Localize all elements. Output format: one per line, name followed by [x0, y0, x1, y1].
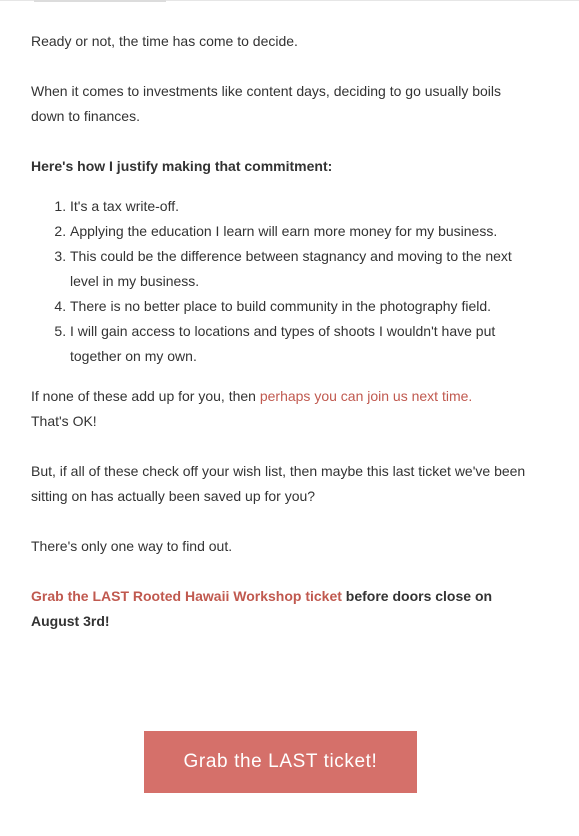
- wishlist-paragraph: But, if all of these check off your wish list, then maybe this last ticket we've been sitting on has actually been saved up for you?: [31, 463, 526, 504]
- justify-heading: Here's how I justify making that commitment:: [31, 158, 333, 174]
- reasons-list: [31, 194, 536, 369]
- deadline-text: before doors close on August 3rd!: [31, 588, 493, 629]
- list-item: 2. Applying the education I learn will earn more money for my business.: [70, 219, 536, 244]
- email-body: [31, 29, 536, 659]
- find-out-paragraph: There's only one way to find out.: [31, 538, 233, 554]
- next-time-text: If none of these add up for you, then: [31, 388, 260, 404]
- thats-ok-text: That's OK!: [31, 413, 97, 429]
- list-item: 1. It's a tax write-off.: [70, 194, 536, 219]
- top-tab-indicator: [34, 0, 166, 2]
- list-item: 5. I will gain access to locations and types of shoots I wouldn't have put together on my own.: [70, 319, 536, 369]
- list-item: 4. There is no better place to build community in the photography field.: [70, 294, 536, 319]
- deadline-paragraph: [31, 584, 536, 634]
- intro-paragraph: Ready or not, the time has come to decide.: [31, 33, 298, 49]
- cta-container: [144, 731, 417, 793]
- finances-paragraph: When it comes to investments like content days, deciding to go usually boils down to finances.: [31, 83, 502, 124]
- grab-last-ticket-button[interactable]: Grab the LAST ticket!: [144, 731, 417, 793]
- list-item: 3. This could be the difference between stagnancy and moving to the next level in my business.: [70, 244, 536, 294]
- last-ticket-link[interactable]: Grab the LAST Rooted Hawaii Workshop ticket: [31, 588, 342, 604]
- join-next-time-link[interactable]: perhaps you can join us next time.: [259, 388, 473, 404]
- next-time-paragraph: [31, 384, 536, 434]
